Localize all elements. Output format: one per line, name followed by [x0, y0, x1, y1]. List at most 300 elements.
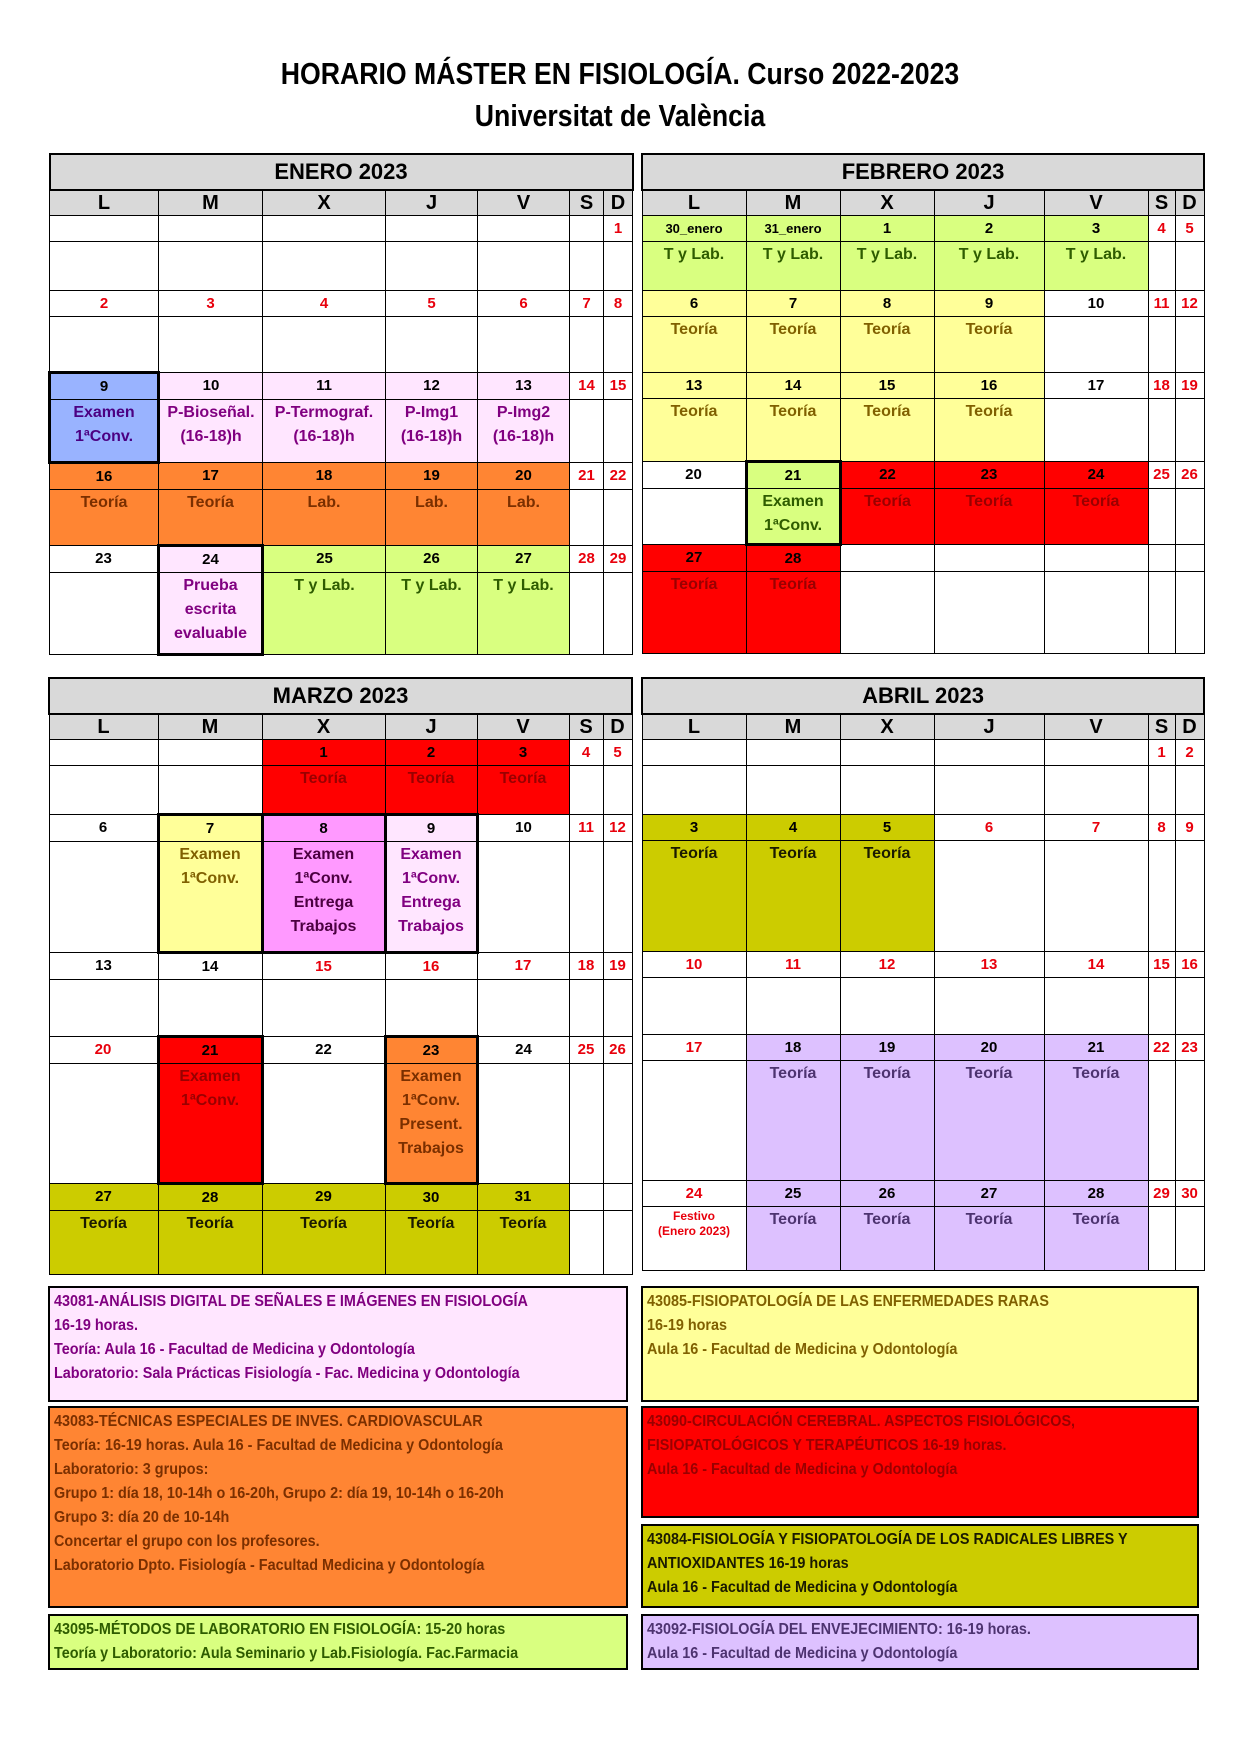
day-cell: [385, 1211, 477, 1275]
day-cell: [934, 489, 1044, 545]
day-number: 23: [50, 546, 159, 573]
day-number: 17: [642, 1035, 746, 1061]
day-number: 20: [934, 1035, 1044, 1061]
subject-detail: Teoría y Laboratorio: Aula Seminario y Lab.Fisiología. Fac.Farmacia: [54, 1645, 519, 1662]
day-number: 18: [746, 1035, 840, 1061]
day-number: 10: [1044, 291, 1148, 317]
day-cell: [746, 1061, 840, 1181]
day-number: 17: [477, 953, 569, 980]
day-cell: [158, 980, 262, 1037]
day-activity-text: Examen: [179, 1068, 241, 1085]
weekday-header: J: [934, 714, 1044, 740]
day-cell: [1175, 399, 1204, 462]
day-activity-text: P-Bioseñal.: [167, 404, 255, 421]
day-number: 4: [263, 291, 386, 317]
day-activity-text: Teoría: [863, 845, 911, 862]
weekday-header: S: [1148, 714, 1175, 740]
weekday-header: S: [570, 190, 604, 216]
day-cell: [746, 766, 840, 815]
weekday-header: V: [1044, 190, 1148, 216]
day-number: 14: [1044, 952, 1148, 978]
subject-detail: Laboratorio: Sala Prácticas Fisiología - Fac. Medicina y Odontología: [54, 1365, 520, 1382]
day-number: 3: [159, 291, 263, 317]
day-activity-text: Teoría: [670, 845, 718, 862]
day-number: 17: [159, 463, 263, 490]
day-number: 6: [934, 815, 1044, 841]
weekday-header: M: [746, 190, 840, 216]
day-cell: [1175, 978, 1204, 1035]
day-activity-text: Teoría: [863, 403, 911, 420]
day-number: 9: [50, 373, 159, 400]
day-cell: [570, 317, 604, 373]
day-number: 1: [840, 216, 934, 242]
day-cell: [477, 980, 569, 1037]
day-number: 22: [262, 1037, 385, 1064]
day-number: 22: [840, 462, 934, 489]
day-activity-text: Examen: [400, 846, 462, 863]
day-activity-text: Trabajos: [290, 918, 357, 935]
day-activity-text: Festivo: [672, 1209, 715, 1223]
day-number: 3: [1044, 216, 1148, 242]
day-cell: [642, 1207, 746, 1271]
day-number: [570, 216, 604, 242]
day-number: 30_enero: [642, 216, 746, 242]
day-number: [603, 1184, 632, 1211]
day-cell: [1148, 317, 1175, 373]
weekday-header: D: [604, 190, 633, 216]
day-cell: [642, 841, 746, 952]
day-activity-text: Teoría: [769, 321, 817, 338]
day-number: 2: [385, 740, 477, 766]
day-cell: [158, 1211, 262, 1275]
day-cell: [263, 317, 386, 373]
day-number: [49, 740, 158, 766]
day-number: 15: [1148, 952, 1175, 978]
day-cell: [1175, 572, 1204, 654]
day-cell: [477, 1064, 569, 1184]
day-cell: [477, 842, 569, 953]
day-cell: [746, 1207, 840, 1271]
day-number: 18: [1148, 373, 1175, 399]
subject-detail: Aula 16 - Facultad de Medicina y Odontología: [647, 1645, 958, 1662]
day-number: 31_enero: [746, 216, 840, 242]
subject-title: 43084-FISIOLOGÍA Y FISIOPATOLOGÍA DE LOS RADICALES LIBRES Y: [647, 1531, 1128, 1548]
day-cell: [1148, 572, 1175, 654]
day-cell: [840, 1207, 934, 1271]
day-cell: [934, 572, 1044, 654]
subject-detail: 16-19 horas: [647, 1317, 728, 1334]
day-cell: [1175, 841, 1204, 952]
day-number: 8: [840, 291, 934, 317]
day-number: 20: [49, 1037, 158, 1064]
day-number: 29: [604, 546, 633, 573]
day-number: 18: [569, 953, 603, 980]
day-cell: [1044, 1061, 1148, 1181]
day-activity-text: (16-18)h: [180, 428, 242, 445]
subject-info-box: [641, 1524, 1199, 1608]
day-number: 29: [1148, 1181, 1175, 1207]
day-number: 16: [1175, 952, 1204, 978]
day-activity-text: Lab.: [415, 494, 448, 511]
day-cell: [603, 842, 632, 953]
day-activity-text: Examen: [179, 846, 241, 863]
weekday-header: L: [642, 714, 746, 740]
day-activity-text: Teoría: [769, 1211, 817, 1228]
day-cell: [1044, 1207, 1148, 1271]
weekday-header: V: [1044, 714, 1148, 740]
day-cell: [50, 242, 159, 291]
day-activity-text: Trabajos: [398, 1140, 464, 1157]
day-cell: [642, 978, 746, 1035]
day-cell: [603, 980, 632, 1037]
day-cell: [603, 1211, 632, 1275]
subject-detail: 16-19 horas.: [54, 1317, 139, 1334]
day-activity-text: (16-18)h: [293, 428, 355, 445]
day-cell: [262, 1211, 385, 1275]
day-number: 21: [1044, 1035, 1148, 1061]
day-cell: [604, 400, 633, 463]
day-number: 18: [263, 463, 386, 490]
day-number: [1148, 545, 1175, 572]
weekday-header: S: [1148, 190, 1175, 216]
day-cell: [840, 766, 934, 815]
day-activity-text: Teoría: [1072, 1211, 1120, 1228]
weekday-header: D: [1175, 190, 1204, 216]
day-activity-text: Teoría: [80, 494, 128, 511]
day-cell: [642, 242, 746, 291]
day-cell: [642, 399, 746, 462]
day-cell: [159, 400, 263, 463]
day-activity-text: T y Lab.: [294, 577, 355, 594]
day-cell: [386, 317, 478, 373]
day-number: [159, 216, 263, 242]
day-cell: [746, 399, 840, 462]
day-cell: [1148, 841, 1175, 952]
day-cell: [840, 489, 934, 545]
subject-info-box: [48, 1286, 628, 1402]
day-number: 28: [158, 1184, 262, 1211]
weekday-header: L: [50, 190, 159, 216]
day-activity-text: Lab.: [307, 494, 341, 511]
day-activity-text: Teoría: [769, 403, 817, 420]
day-activity-text: Teoría: [965, 1065, 1013, 1082]
weekday-header: M: [158, 714, 262, 740]
day-number: 24: [477, 1037, 569, 1064]
day-number: 24: [642, 1181, 746, 1207]
day-number: 7: [746, 291, 840, 317]
day-cell: [642, 1061, 746, 1181]
day-cell: [263, 242, 386, 291]
weekday-header: L: [49, 714, 158, 740]
day-cell: [1148, 766, 1175, 815]
day-cell: [49, 1064, 158, 1184]
day-cell: [746, 242, 840, 291]
day-cell: [385, 1064, 477, 1184]
day-number: 28: [746, 545, 840, 572]
day-number: 13: [49, 953, 158, 980]
day-cell: [49, 842, 158, 953]
day-cell: [840, 317, 934, 373]
day-number: 5: [386, 291, 478, 317]
day-number: [1044, 740, 1148, 766]
weekday-header: V: [478, 190, 570, 216]
day-cell: [159, 490, 263, 546]
day-cell: [50, 490, 159, 546]
subject-detail: ANTIOXIDANTES 16-19 horas: [647, 1555, 849, 1572]
day-cell: [50, 317, 159, 373]
day-cell: [477, 766, 569, 815]
day-number: 2: [1175, 740, 1204, 766]
day-activity-text: Teoría: [965, 403, 1013, 420]
day-number: 12: [386, 373, 478, 400]
day-activity-text: Examen: [292, 846, 355, 863]
day-cell: [934, 1207, 1044, 1271]
day-number: 3: [642, 815, 746, 841]
day-cell: [840, 242, 934, 291]
day-activity-text: Teoría: [300, 1215, 347, 1232]
day-cell: [386, 400, 478, 463]
day-cell: [604, 490, 633, 546]
day-activity-text: evaluable: [174, 625, 247, 642]
day-number: 26: [1175, 462, 1204, 489]
subject-title: 43095-MÉTODOS DE LABORATORIO EN FISIOLOGÍA: 15-20 horas: [54, 1621, 506, 1638]
day-number: 30: [1175, 1181, 1204, 1207]
day-cell: [263, 573, 386, 655]
day-number: 11: [569, 815, 603, 842]
day-number: 21: [746, 462, 840, 489]
month-title: MARZO 2023: [49, 678, 632, 714]
subject-detail: Aula 16 - Facultad de Medicina y Odontología: [647, 1579, 958, 1596]
day-number: [569, 1184, 603, 1211]
day-cell: [1044, 766, 1148, 815]
day-activity-text: Teoría: [1072, 1065, 1120, 1082]
day-number: [746, 740, 840, 766]
day-cell: [385, 766, 477, 815]
day-activity-text: Entrega: [293, 894, 354, 911]
day-number: 27: [49, 1184, 158, 1211]
day-activity-text: 1ªConv.: [763, 517, 823, 534]
day-cell: [1175, 317, 1204, 373]
day-number: [934, 740, 1044, 766]
day-cell: [158, 1064, 262, 1184]
day-cell: [263, 400, 386, 463]
day-number: 28: [1044, 1181, 1148, 1207]
subject-info-box: [641, 1406, 1199, 1518]
day-cell: [1044, 572, 1148, 654]
day-cell: [642, 317, 746, 373]
day-activity-text: Examen: [73, 404, 135, 421]
day-number: 7: [158, 815, 262, 842]
day-number: 15: [604, 373, 633, 400]
day-activity-text: Examen: [762, 493, 824, 510]
day-activity-text: Teoría: [965, 321, 1013, 338]
day-cell: [934, 317, 1044, 373]
subject-title: 43085-FISIOPATOLOGÍA DE LAS ENFERMEDADES RARAS: [647, 1293, 1049, 1310]
day-number: 4: [569, 740, 603, 766]
day-cell: [840, 572, 934, 654]
day-number: 2: [50, 291, 159, 317]
day-cell: [478, 490, 570, 546]
day-number: [934, 545, 1044, 572]
day-number: 7: [570, 291, 604, 317]
day-cell: [477, 1211, 569, 1275]
day-cell: [1148, 399, 1175, 462]
day-number: 5: [840, 815, 934, 841]
day-cell: [478, 573, 570, 655]
month-calendar: [641, 677, 1205, 1271]
day-number: 12: [603, 815, 632, 842]
day-cell: [262, 766, 385, 815]
weekday-header: J: [934, 190, 1044, 216]
weekday-header: D: [1175, 714, 1204, 740]
day-number: 11: [746, 952, 840, 978]
day-activity-text: 1ªConv.: [180, 1092, 240, 1109]
day-activity-text: Teoría: [300, 770, 347, 787]
day-cell: [840, 399, 934, 462]
day-cell: [603, 766, 632, 815]
day-cell: [569, 1211, 603, 1275]
month-calendar: [48, 677, 633, 1275]
day-number: 16: [50, 463, 159, 490]
day-cell: [1175, 1207, 1204, 1271]
day-cell: [1148, 242, 1175, 291]
day-cell: [49, 766, 158, 815]
subject-title: 43083-TÉCNICAS ESPECIALES DE INVES. CARDIOVASCULAR: [54, 1413, 483, 1430]
day-number: 23: [385, 1037, 477, 1064]
day-cell: [934, 841, 1044, 952]
day-number: 25: [263, 546, 386, 573]
day-cell: [569, 980, 603, 1037]
day-activity-text: P-Termograf.: [274, 404, 374, 421]
weekday-header: V: [477, 714, 569, 740]
day-cell: [570, 573, 604, 655]
day-cell: [478, 242, 570, 291]
day-activity-text: Teoría: [769, 845, 817, 862]
day-cell: [746, 841, 840, 952]
day-cell: [478, 317, 570, 373]
day-number: 11: [1148, 291, 1175, 317]
subject-info-box: [48, 1406, 628, 1608]
day-number: 22: [604, 463, 633, 490]
month-calendar: [641, 153, 1205, 654]
day-cell: [746, 978, 840, 1035]
day-activity-text: Teoría: [499, 1215, 547, 1232]
page-subtitle: Universitat de València: [474, 98, 766, 133]
day-activity-text: Teoría: [407, 770, 455, 787]
weekday-header: M: [746, 714, 840, 740]
day-number: 25: [1148, 462, 1175, 489]
day-number: [50, 216, 159, 242]
day-cell: [262, 842, 385, 953]
subject-title: 43081-ANÁLISIS DIGITAL DE SEÑALES E IMÁGENES EN FISIOLOGÍA: [54, 1293, 528, 1310]
day-cell: [262, 1064, 385, 1184]
day-number: 16: [385, 953, 477, 980]
weekday-header: M: [159, 190, 263, 216]
day-number: 10: [642, 952, 746, 978]
day-number: 22: [1148, 1035, 1175, 1061]
day-cell: [642, 572, 746, 654]
day-cell: [604, 317, 633, 373]
weekday-header: L: [642, 190, 746, 216]
day-activity-text: Teoría: [670, 321, 718, 338]
day-cell: [570, 242, 604, 291]
day-cell: [569, 842, 603, 953]
day-cell: [604, 242, 633, 291]
day-activity-text: 1ªConv.: [401, 870, 461, 887]
day-number: 27: [478, 546, 570, 573]
day-number: 3: [477, 740, 569, 766]
day-cell: [604, 573, 633, 655]
weekday-header: X: [840, 190, 934, 216]
month-calendar: [48, 153, 634, 656]
day-number: 25: [569, 1037, 603, 1064]
day-number: 9: [385, 815, 477, 842]
day-number: [1175, 545, 1204, 572]
day-number: 12: [840, 952, 934, 978]
day-cell: [159, 317, 263, 373]
day-number: 8: [262, 815, 385, 842]
day-cell: [1175, 1061, 1204, 1181]
weekday-header: J: [386, 190, 478, 216]
day-cell: [746, 572, 840, 654]
day-cell: [1148, 1061, 1175, 1181]
day-cell: [934, 242, 1044, 291]
day-number: 24: [1044, 462, 1148, 489]
day-activity-text: T y Lab.: [1065, 246, 1127, 263]
subject-detail: Aula 16 - Facultad de Medicina y Odontología: [647, 1461, 958, 1478]
day-cell: [1044, 399, 1148, 462]
day-number: 13: [642, 373, 746, 399]
day-activity-text: Teoría: [670, 403, 718, 420]
day-activity-text: P-Img1: [404, 404, 459, 421]
day-activity-text: Present.: [399, 1116, 463, 1133]
day-cell: [569, 1064, 603, 1184]
day-cell: [840, 1061, 934, 1181]
day-activity-text: T y Lab.: [493, 577, 554, 594]
month-title: ABRIL 2023: [642, 678, 1204, 714]
day-activity-text: Lab.: [507, 494, 540, 511]
day-number: 12: [1175, 291, 1204, 317]
day-number: 21: [570, 463, 604, 490]
subject-title: 43092-FISIOLOGÍA DEL ENVEJECIMIENTO: 16-19 horas.: [647, 1621, 1031, 1638]
day-number: 19: [840, 1035, 934, 1061]
day-number: 27: [642, 545, 746, 572]
day-number: 14: [570, 373, 604, 400]
day-number: 5: [1175, 216, 1204, 242]
day-activity-text: Teoría: [769, 576, 817, 593]
day-cell: [1175, 489, 1204, 545]
day-cell: [934, 766, 1044, 815]
page-title: HORARIO MÁSTER EN FISIOLOGÍA. Curso 2022-2023: [280, 56, 960, 91]
day-cell: [1044, 317, 1148, 373]
day-cell: [603, 1064, 632, 1184]
subject-detail: FISIOPATOLÓGICOS Y TERAPÉUTICOS 16-19 horas.: [647, 1437, 1007, 1454]
day-cell: [158, 842, 262, 953]
day-cell: [570, 490, 604, 546]
day-number: [263, 216, 386, 242]
day-cell: [49, 1211, 158, 1275]
day-cell: [1148, 978, 1175, 1035]
day-cell: [386, 490, 478, 546]
day-number: [158, 740, 262, 766]
day-cell: [1044, 489, 1148, 545]
day-activity-text: Teoría: [186, 1215, 234, 1232]
day-activity-text: (16-18)h: [492, 428, 555, 445]
day-number: 26: [386, 546, 478, 573]
day-number: 28: [570, 546, 604, 573]
day-number: 15: [840, 373, 934, 399]
day-activity-text: 1ªConv.: [401, 1092, 461, 1109]
